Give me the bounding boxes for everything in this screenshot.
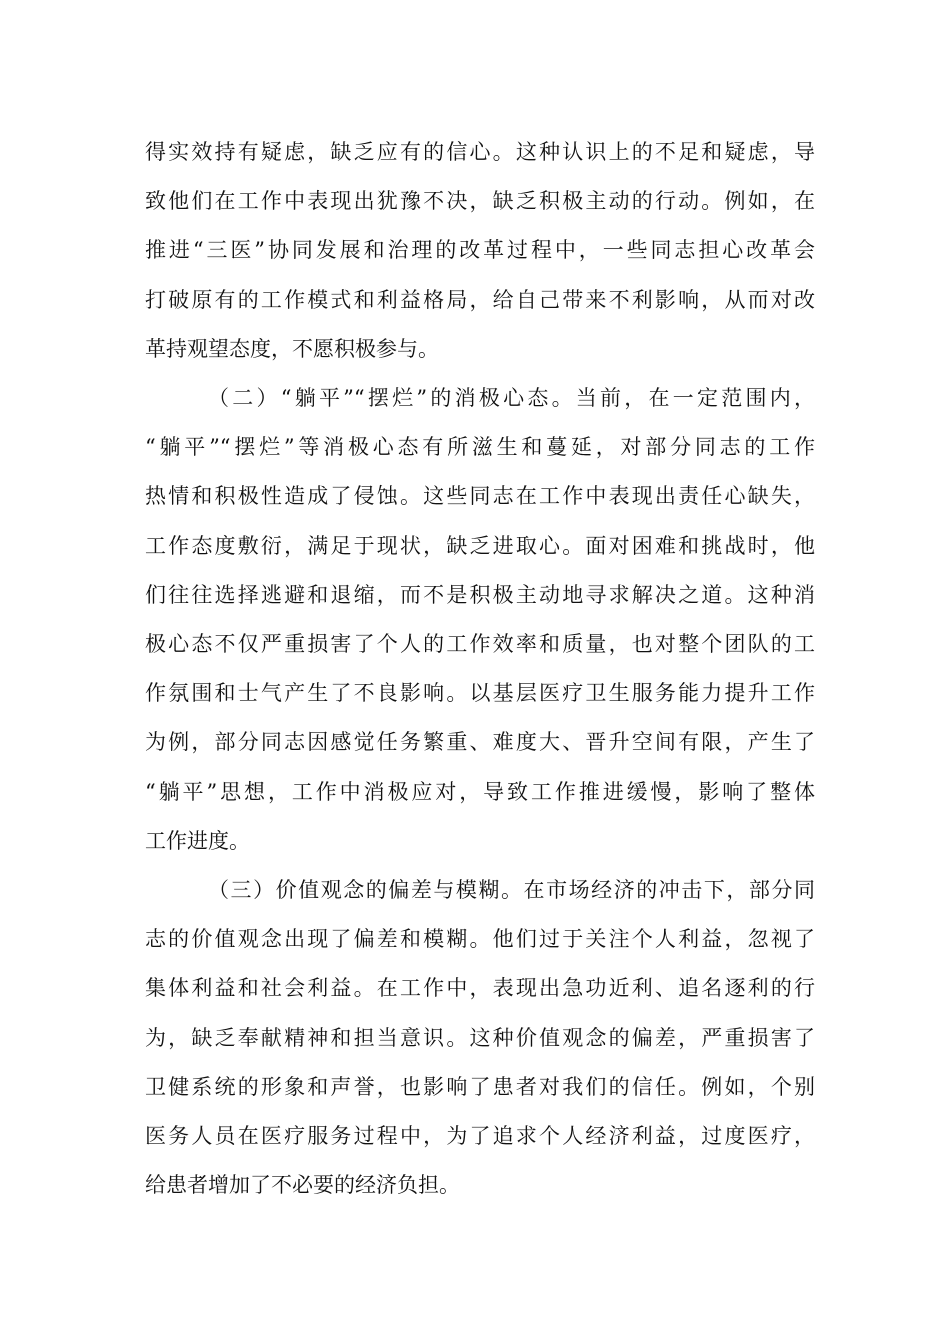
paragraph-line: 工作进度。 bbox=[145, 828, 250, 853]
paragraph-line: 志的价值观念出现了偏差和模糊。他们过于关注个人利益，忽视了 bbox=[145, 927, 815, 952]
paragraph-3 bbox=[145, 866, 815, 1210]
paragraph-line: 集体利益和社会利益。在工作中，表现出急功近利、追名逐利的行 bbox=[145, 976, 815, 1001]
paragraph-line: 得实效持有疑虑，缺乏应有的信心。这种认识上的不足和疑虑，导 bbox=[145, 140, 815, 164]
paragraph-line: 们往往选择逃避和退缩，而不是积极主动地寻求解决之道。这种消 bbox=[145, 582, 815, 607]
paragraph-line: （二）“躺平”“摆烂”的消极心态。当前，在一定范围内， bbox=[208, 386, 815, 410]
paragraph-line: 给患者增加了不必要的经济负担。 bbox=[145, 1173, 460, 1198]
paragraph-line: 工作态度敷衍，满足于现状，缺乏进取心。面对困难和挑战时，他 bbox=[145, 533, 815, 558]
paragraph-line: 卫健系统的形象和声誉，也影响了患者对我们的信任。例如，个别 bbox=[145, 1074, 815, 1099]
paragraph-line: 作氛围和士气产生了不良影响。以基层医疗卫生服务能力提升工作 bbox=[145, 681, 815, 706]
paragraph-2 bbox=[145, 374, 815, 866]
paragraph-line: 为，缺乏奉献精神和担当意识。这种价值观念的偏差，严重损害了 bbox=[145, 1025, 815, 1050]
paragraph-1 bbox=[145, 128, 815, 374]
paragraph-line: 医务人员在医疗服务过程中，为了追求个人经济利益，过度医疗， bbox=[145, 1123, 815, 1148]
paragraph-line: 推进“三医”协同发展和治理的改革过程中，一些同志担心改革会 bbox=[145, 238, 815, 263]
paragraph-line: 极心态不仅严重损害了个人的工作效率和质量，也对整个团队的工 bbox=[145, 631, 815, 656]
paragraph-line: 热情和积极性造成了侵蚀。这些同志在工作中表现出责任心缺失， bbox=[145, 484, 815, 509]
paragraph-line: （三）价值观念的偏差与模糊。在市场经济的冲击下，部分同 bbox=[208, 878, 815, 902]
paragraph-line: 打破原有的工作模式和利益格局，给自己带来不利影响，从而对改 bbox=[145, 287, 815, 312]
paragraph-line: 为例，部分同志因感觉任务繁重、难度大、晋升空间有限，产生了 bbox=[145, 730, 815, 755]
paragraph-line: “躺平”思想，工作中消极应对，导致工作推进缓慢，影响了整体 bbox=[145, 779, 815, 804]
paragraph-line: 致他们在工作中表现出犹豫不决，缺乏积极主动的行动。例如，在 bbox=[145, 189, 815, 214]
paragraph-line: “躺平”“摆烂”等消极心态有所滋生和蔓延，对部分同志的工作 bbox=[145, 435, 815, 460]
paragraph-line: 革持观望态度，不愿积极参与。 bbox=[145, 336, 439, 361]
